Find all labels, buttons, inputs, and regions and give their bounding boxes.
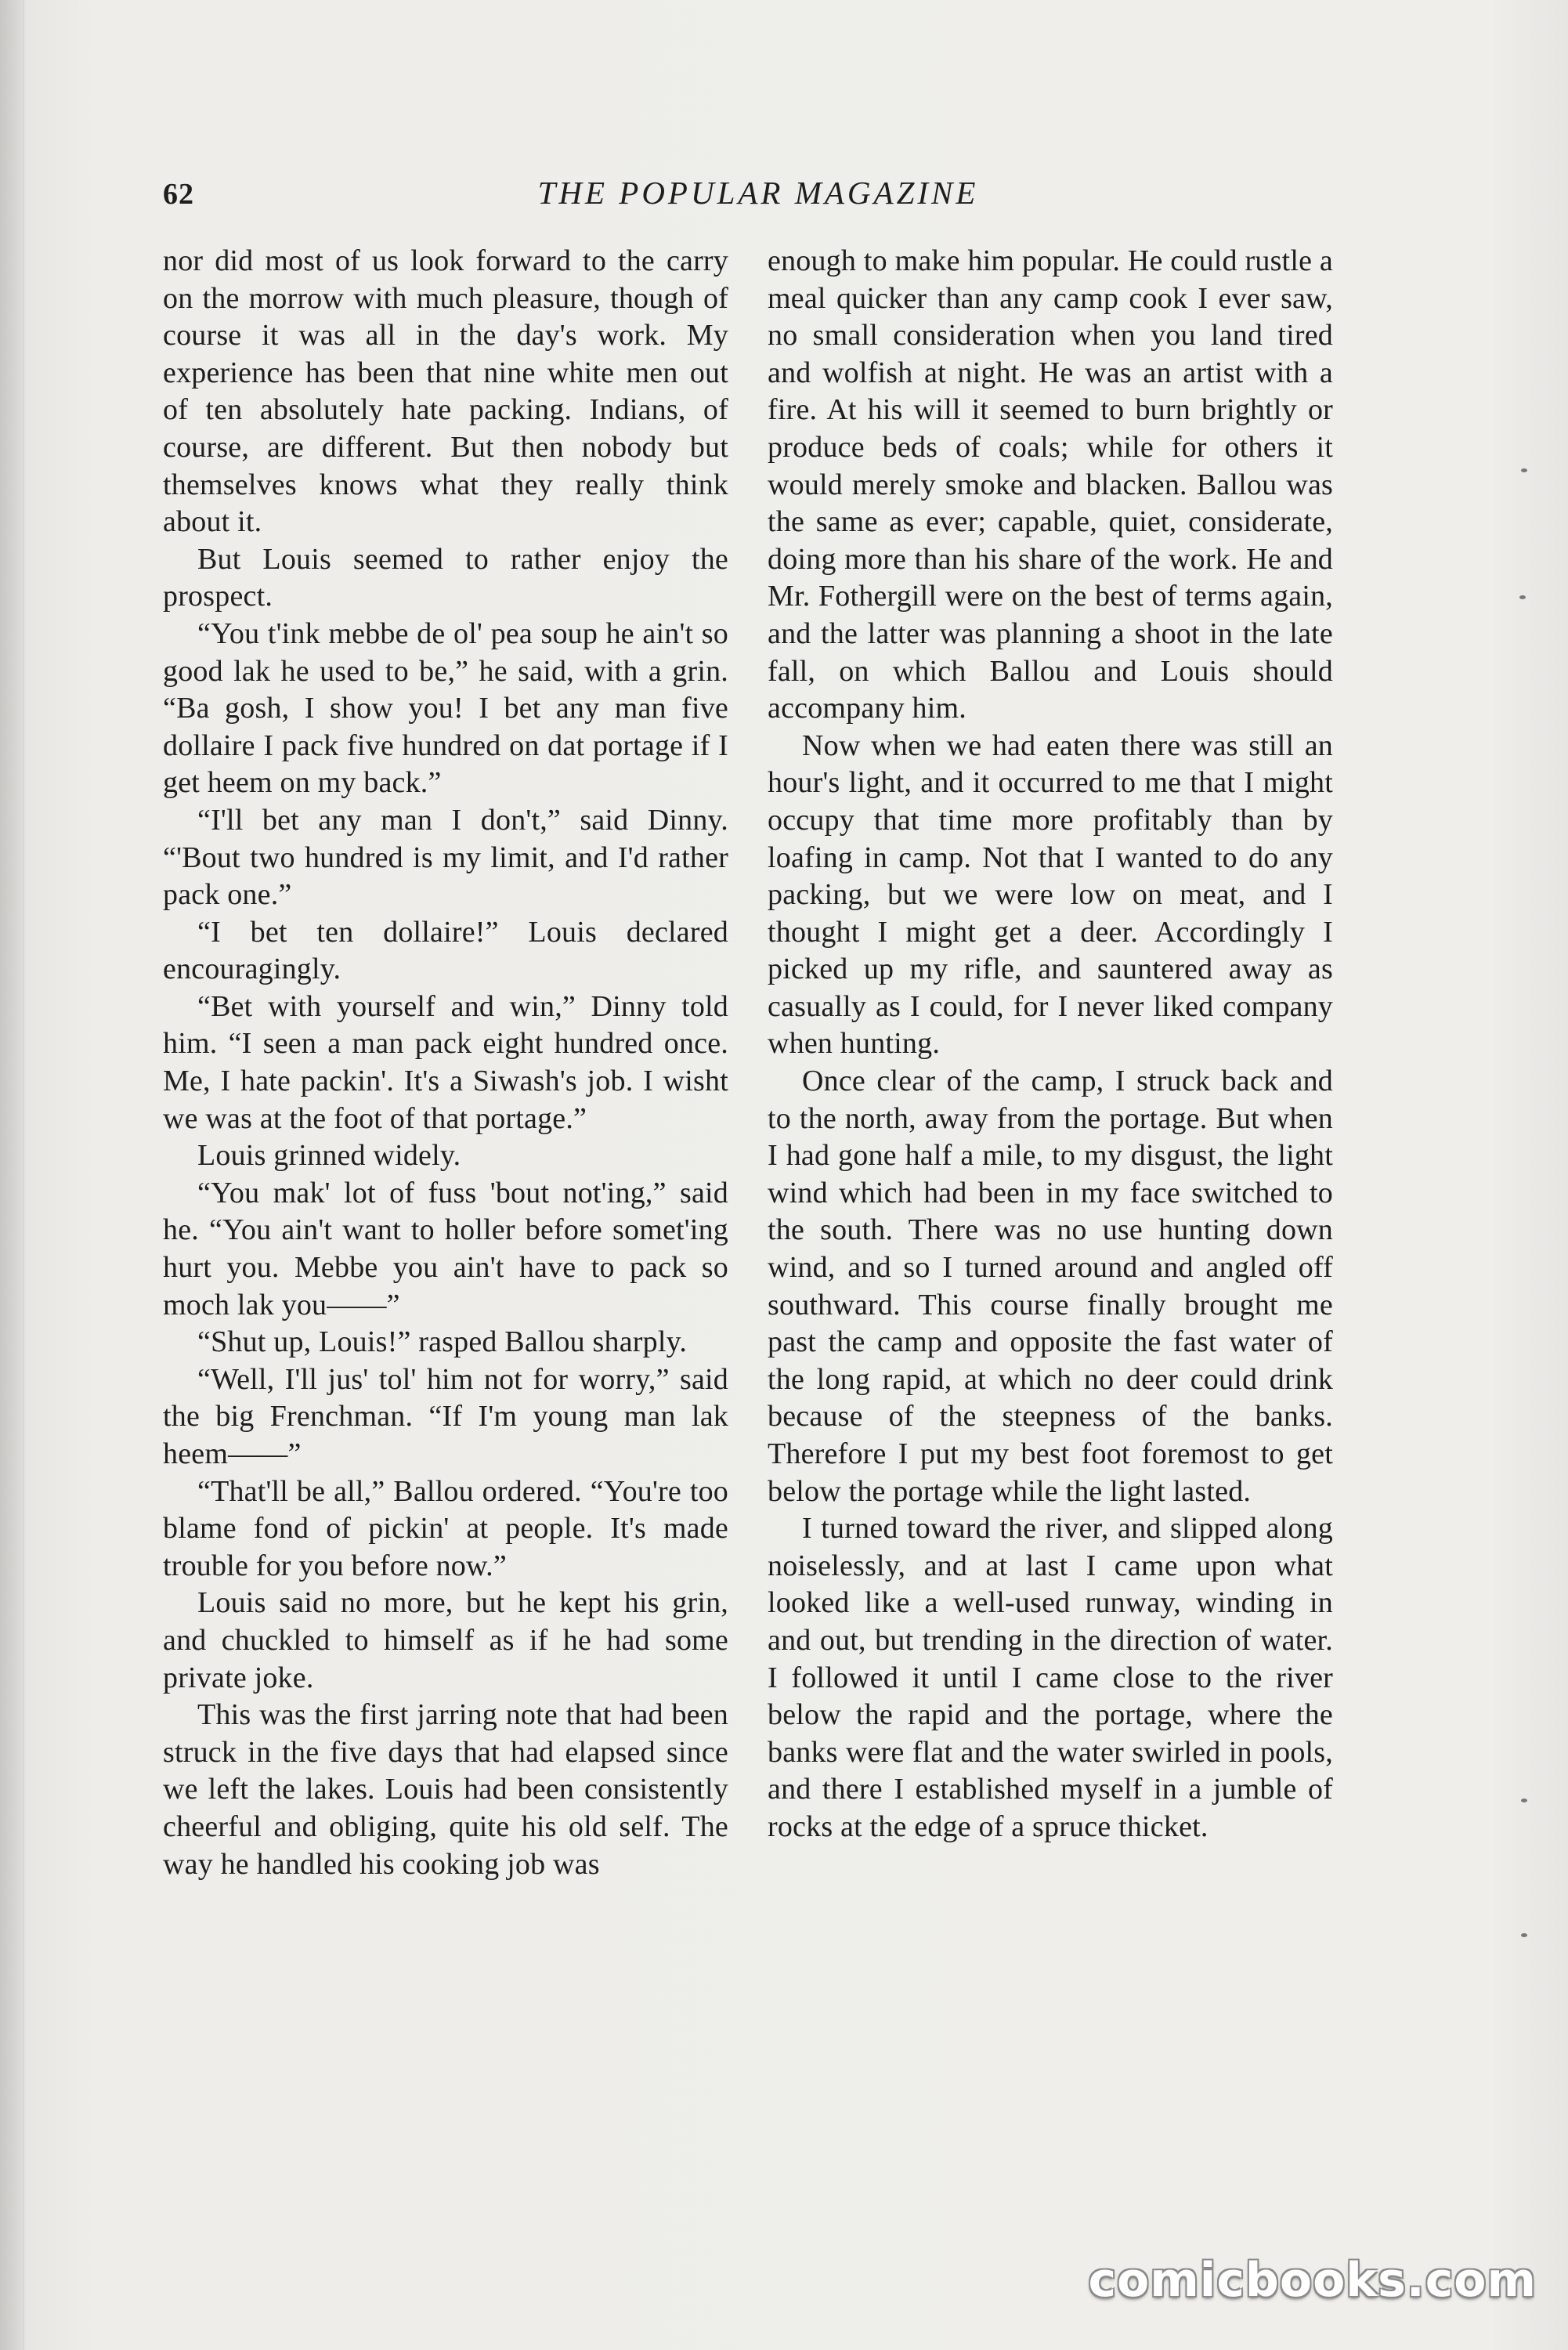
paragraph: “You mak' lot of fuss 'bout not'ing,” said he. “You ain't want to holler before somet'ing hurt you. Mebbe you ain't have to pack so moch lak you——” <box>163 1176 728 1321</box>
paragraph: “I'll bet any man I don't,” said Dinny. “'Bout two hundred is my limit, and I'd rather pack one.” <box>163 803 728 912</box>
paragraph: Now when we had eaten there was still an hour's light, and it occurred to me that I might occupy that time more profitably than by loafing in camp. Not that I wanted to do any packing, but we were low on meat, and I thought I might get a deer. Accordingly I picked up my rifle, and sauntered away as casually as I could, for I never liked company when hunting. <box>768 728 1333 1061</box>
paragraph: “Bet with yourself and win,” Dinny told him. “I seen a man pack eight hundred once. Me, I hate packin'. It's a Siwash's job. I wisht we was at the foot of that portage.” <box>163 989 728 1135</box>
paragraph: Louis said no more, but he kept his grin, and chuckled to himself as if he had some private joke. <box>163 1586 728 1694</box>
paragraph: Louis grinned widely. <box>197 1139 461 1173</box>
paragraph: “Shut up, Louis!” rasped Ballou sharply. <box>197 1325 688 1359</box>
paper-speck <box>1519 595 1526 599</box>
paragraph: “Well, I'll jus' tol' him not for worry,” said the big Frenchman. “If I'm young man lak heem——” <box>163 1362 728 1470</box>
paper-speck <box>1521 468 1527 472</box>
paragraph: nor did most of us look forward to the carry on the morrow with much pleasure, though of course it was all in the day's work. My experience has been that nine white men out of ten absolutely hate packing. Indians, of course, are different. But then nobody but themselves knows what they really think about it. <box>163 244 728 539</box>
right-column <box>768 243 1333 1846</box>
left-column <box>163 243 728 1883</box>
paragraph: “You t'ink mebbe de ol' pea soup he ain't so good lak he used to be,” he said, with a grin. “Ba gosh, I show you! I bet any man five dollaire I pack five hundred on dat portage if I get heem on my back.” <box>163 616 728 800</box>
paper-speck <box>1521 1799 1527 1802</box>
watermark-logo: comicbooks.com <box>1088 2253 1537 2308</box>
page-binding-edge <box>0 0 24 2350</box>
paragraph: “That'll be all,” Ballou ordered. “You're too blame fond of pickin' at people. It's made trouble for you before now.” <box>163 1474 728 1582</box>
paragraph: enough to make him popular. He could rustle a meal quicker than any camp cook I ever saw, no small consideration when you land tired and wolfish at night. He was an artist with a fire. At his will it seemed to burn brightly or produce beds of coals; while for others it would merely smoke and blacken. Ballou was the same as ever; capable, quiet, considerate, doing more than his share of the work. He and Mr. Fothergill were on the best of terms again, and the latter was planning a shoot in the late fall, on which Ballou and Louis should accompany him. <box>768 244 1333 725</box>
paragraph: This was the first jarring note that had been struck in the five days that had elapsed since we left the lakes. Louis had been consistently cheerful and obliging, quite his old self. The way he handled his cooking job was <box>163 1698 728 1881</box>
paragraph: “I bet ten dollaire!” Louis declared encouragingly. <box>163 915 728 986</box>
paragraph: Once clear of the camp, I struck back and to the north, away from the portage. But when I had gone half a mile, to my disgust, the light wind which had been in my face switched to the south. There was no use hunting down wind, and so I turned around and angled off southward. This course finally brought me past the camp and opposite the fast water of the long rapid, at which no deer could drink because of the steepness of the banks. Therefore I put my best foot foremost to get below the portage while the light lasted. <box>768 1065 1333 1508</box>
running-head: THE POPULAR MAGAZINE <box>537 175 979 211</box>
page-header <box>163 174 1353 221</box>
paragraph: I turned toward the river, and slipped along noiselessly, and at last I came upon what looked like a well-used runway, winding in and out, but trending in the direction of water. I followed it until I came close to the river below the rapid and the portage, where the banks were flat and the water swirled in pools, and there I established myself in a jumble of rocks at the edge of a spruce thicket. <box>768 1512 1333 1843</box>
page-number: 62 <box>163 178 194 211</box>
paper-speck <box>1521 1933 1527 1937</box>
paragraph: But Louis seemed to rather enjoy the prospect. <box>163 542 728 613</box>
